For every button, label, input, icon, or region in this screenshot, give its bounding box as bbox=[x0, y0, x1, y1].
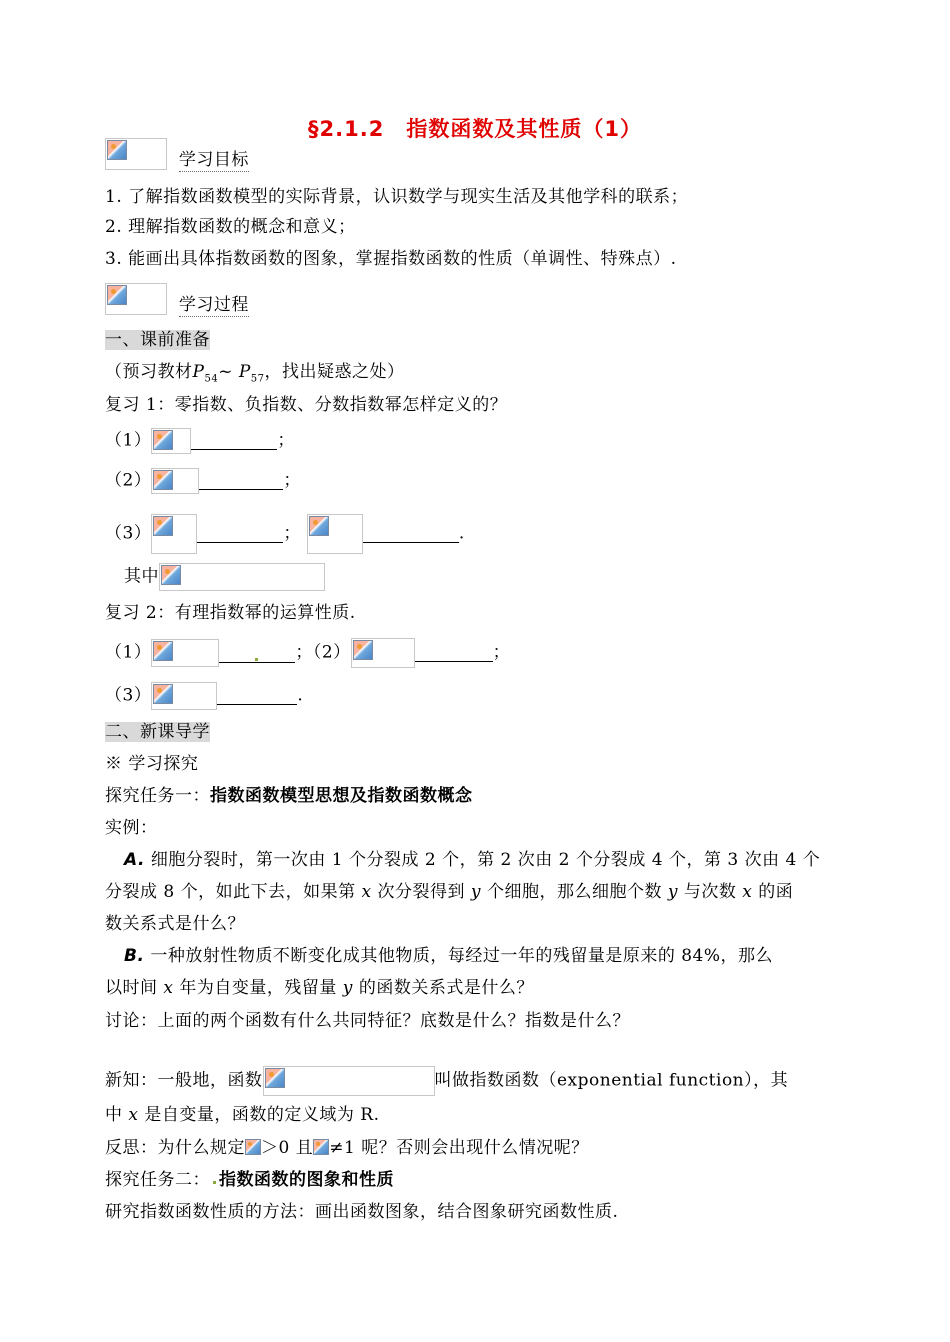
answer-blank[interactable] bbox=[217, 688, 297, 705]
tilde: ~ bbox=[218, 362, 233, 382]
discussion: 讨论：上面的两个函数有什么共同特征？底数是什么？指数是什么？ bbox=[105, 1011, 630, 1031]
explore-heading: ※ 学习探究 bbox=[105, 754, 199, 774]
image-placeholder bbox=[105, 138, 167, 170]
image-placeholder bbox=[105, 283, 167, 315]
review2-items-1-2 bbox=[105, 638, 510, 668]
text: 反思：为什么规定 bbox=[105, 1138, 245, 1158]
formula-image bbox=[151, 682, 217, 710]
broken-image-icon bbox=[153, 641, 173, 661]
punctuation: ； bbox=[492, 642, 511, 663]
text: 新知：一般地，函数 bbox=[105, 1070, 263, 1091]
goal-item-1: 1. 了解指数函数模型的实际背景，认识数学与现实生活及其他学科的联系； bbox=[105, 187, 689, 207]
formula-image bbox=[351, 638, 415, 668]
broken-image-icon bbox=[153, 684, 173, 704]
preview-text: ，找出疑惑之处） bbox=[264, 362, 405, 382]
reflection bbox=[105, 1137, 589, 1159]
page-number: 57 bbox=[250, 373, 265, 385]
task1-line bbox=[105, 785, 473, 807]
formula-image bbox=[151, 639, 219, 667]
formula-image bbox=[307, 514, 363, 554]
exampleB-line2 bbox=[105, 977, 534, 999]
exampleA-label: A. bbox=[124, 850, 145, 870]
task1-title: 指数函数模型思想及指数函数概念 bbox=[210, 786, 473, 806]
broken-image-icon bbox=[107, 140, 127, 160]
part1-heading-row bbox=[105, 329, 210, 351]
exampleB-label: B. bbox=[124, 946, 145, 966]
where-text: 其中 bbox=[124, 566, 159, 587]
item-label: （2） bbox=[312, 642, 351, 663]
var-y: y bbox=[661, 882, 684, 902]
answer-blank[interactable] bbox=[197, 526, 283, 543]
text: 叫做指数函数（exponential function），其 bbox=[434, 1070, 789, 1091]
example-label: 实例： bbox=[105, 818, 158, 838]
var-x: x bbox=[736, 882, 759, 902]
new-knowledge-line1 bbox=[105, 1066, 788, 1096]
broken-image-icon bbox=[153, 516, 173, 536]
text: ＞0 且 bbox=[261, 1138, 314, 1158]
page-symbol: P bbox=[238, 362, 251, 382]
answer-blank[interactable] bbox=[415, 645, 493, 662]
exampleA-line2 bbox=[105, 881, 793, 903]
punctuation: ； bbox=[295, 642, 313, 663]
text: 分裂成 8 个，如此下去，如果第 bbox=[105, 882, 356, 902]
answer-blank[interactable] bbox=[199, 473, 283, 490]
text: 次分裂得到 bbox=[377, 882, 466, 902]
task2-label: 探究任务二： bbox=[105, 1170, 210, 1190]
text: 的函数关系式是什么？ bbox=[358, 978, 534, 998]
formula-image bbox=[151, 468, 199, 494]
broken-image-icon bbox=[153, 470, 173, 490]
review1-item-3 bbox=[105, 514, 465, 554]
exampleA-line3: 数关系式是什么？ bbox=[105, 914, 245, 934]
formula-image bbox=[151, 514, 197, 554]
new-knowledge-line2 bbox=[105, 1104, 380, 1126]
review2-question: 复习 2：有理指数幂的运算性质. bbox=[105, 603, 356, 623]
exampleA-line1 bbox=[124, 849, 820, 871]
text: 个细胞，那么细胞个数 bbox=[486, 882, 662, 902]
punctuation: ； bbox=[277, 430, 295, 451]
page-symbol: P bbox=[192, 362, 205, 382]
var-x: x bbox=[355, 882, 378, 902]
text: 以时间 bbox=[105, 978, 158, 998]
item-label: （3） bbox=[105, 523, 152, 544]
text: 年为自变量，残留量 bbox=[179, 978, 337, 998]
broken-image-icon bbox=[313, 1139, 329, 1155]
var-x: x bbox=[122, 1105, 145, 1125]
item-label: （2） bbox=[105, 470, 152, 491]
part2-heading: 二、新课导学 bbox=[105, 722, 210, 742]
formula-image bbox=[151, 428, 191, 454]
stray-mark bbox=[213, 1181, 216, 1184]
preview-line bbox=[105, 361, 405, 390]
text: 与次数 bbox=[683, 882, 737, 902]
answer-blank[interactable] bbox=[363, 526, 459, 543]
broken-image-icon bbox=[245, 1139, 261, 1155]
broken-image-icon bbox=[265, 1068, 285, 1088]
var-y: y bbox=[465, 882, 487, 902]
goal-item-2: 2. 理解指数函数的概念和意义； bbox=[105, 217, 356, 237]
goals-heading: 学习目标 bbox=[178, 149, 249, 170]
review1-item-2 bbox=[105, 468, 301, 494]
var-x: x bbox=[157, 978, 180, 998]
exampleB-line1 bbox=[124, 945, 773, 967]
text: 中 bbox=[105, 1105, 123, 1125]
process-heading: 学习过程 bbox=[178, 294, 249, 315]
text: 是自变量，函数的定义域为 R. bbox=[144, 1105, 380, 1125]
broken-image-icon bbox=[353, 640, 373, 660]
var-y: y bbox=[336, 978, 359, 998]
punctuation: . bbox=[297, 685, 304, 706]
page-number: 54 bbox=[204, 373, 219, 385]
text: ≠1 呢？否则会出现什么情况呢？ bbox=[329, 1138, 589, 1158]
part1-heading: 一、课前准备 bbox=[105, 330, 210, 350]
goal-item-3: 3. 能画出具体指数函数的图象，掌握指数函数的性质（单调性、特殊点）. bbox=[105, 249, 677, 269]
answer-blank[interactable] bbox=[191, 433, 277, 450]
broken-image-icon bbox=[107, 285, 127, 305]
exampleA-text: 细胞分裂时，第一次由 1 个分裂成 2 个，第 2 次由 2 个分裂成 4 个，第 3 次由 4 个 bbox=[144, 850, 821, 870]
broken-image-icon bbox=[161, 565, 181, 585]
review1-question: 复习 1：零指数、负指数、分数指数幂怎样定义的？ bbox=[105, 395, 508, 415]
item-label: （1） bbox=[105, 430, 152, 451]
part2-heading-row bbox=[105, 721, 210, 743]
review2-item-3 bbox=[105, 682, 303, 710]
where-line bbox=[124, 563, 325, 591]
task2-line bbox=[105, 1169, 394, 1191]
answer-blank[interactable] bbox=[219, 646, 295, 663]
formula-image bbox=[159, 563, 325, 591]
stray-mark bbox=[255, 658, 258, 661]
preview-text: （预习教材 bbox=[105, 362, 193, 382]
text: 的函 bbox=[758, 882, 794, 902]
method-line: 研究指数函数性质的方法：画出函数图象，结合图象研究函数性质. bbox=[105, 1202, 619, 1222]
punctuation: . bbox=[458, 523, 465, 544]
formula-image bbox=[263, 1066, 435, 1096]
broken-image-icon bbox=[153, 430, 173, 450]
page-title: §2.1.2 指数函数及其性质（1） bbox=[308, 117, 642, 141]
broken-image-icon bbox=[309, 516, 329, 536]
task1-label: 探究任务一： bbox=[105, 786, 210, 806]
goals-heading-row bbox=[105, 138, 249, 170]
review1-item-1 bbox=[105, 428, 295, 454]
item-label: （1） bbox=[105, 642, 152, 663]
item-label: （3） bbox=[105, 685, 152, 706]
exampleB-text: 一种放射性物质不断变化成其他物质，每经过一年的残留量是原来的 84%，那么 bbox=[144, 946, 774, 966]
punctuation: ； bbox=[283, 523, 301, 544]
punctuation: ； bbox=[283, 470, 301, 491]
task2-title: 指数函数的图象和性质 bbox=[219, 1170, 394, 1190]
process-heading-row bbox=[105, 283, 249, 315]
